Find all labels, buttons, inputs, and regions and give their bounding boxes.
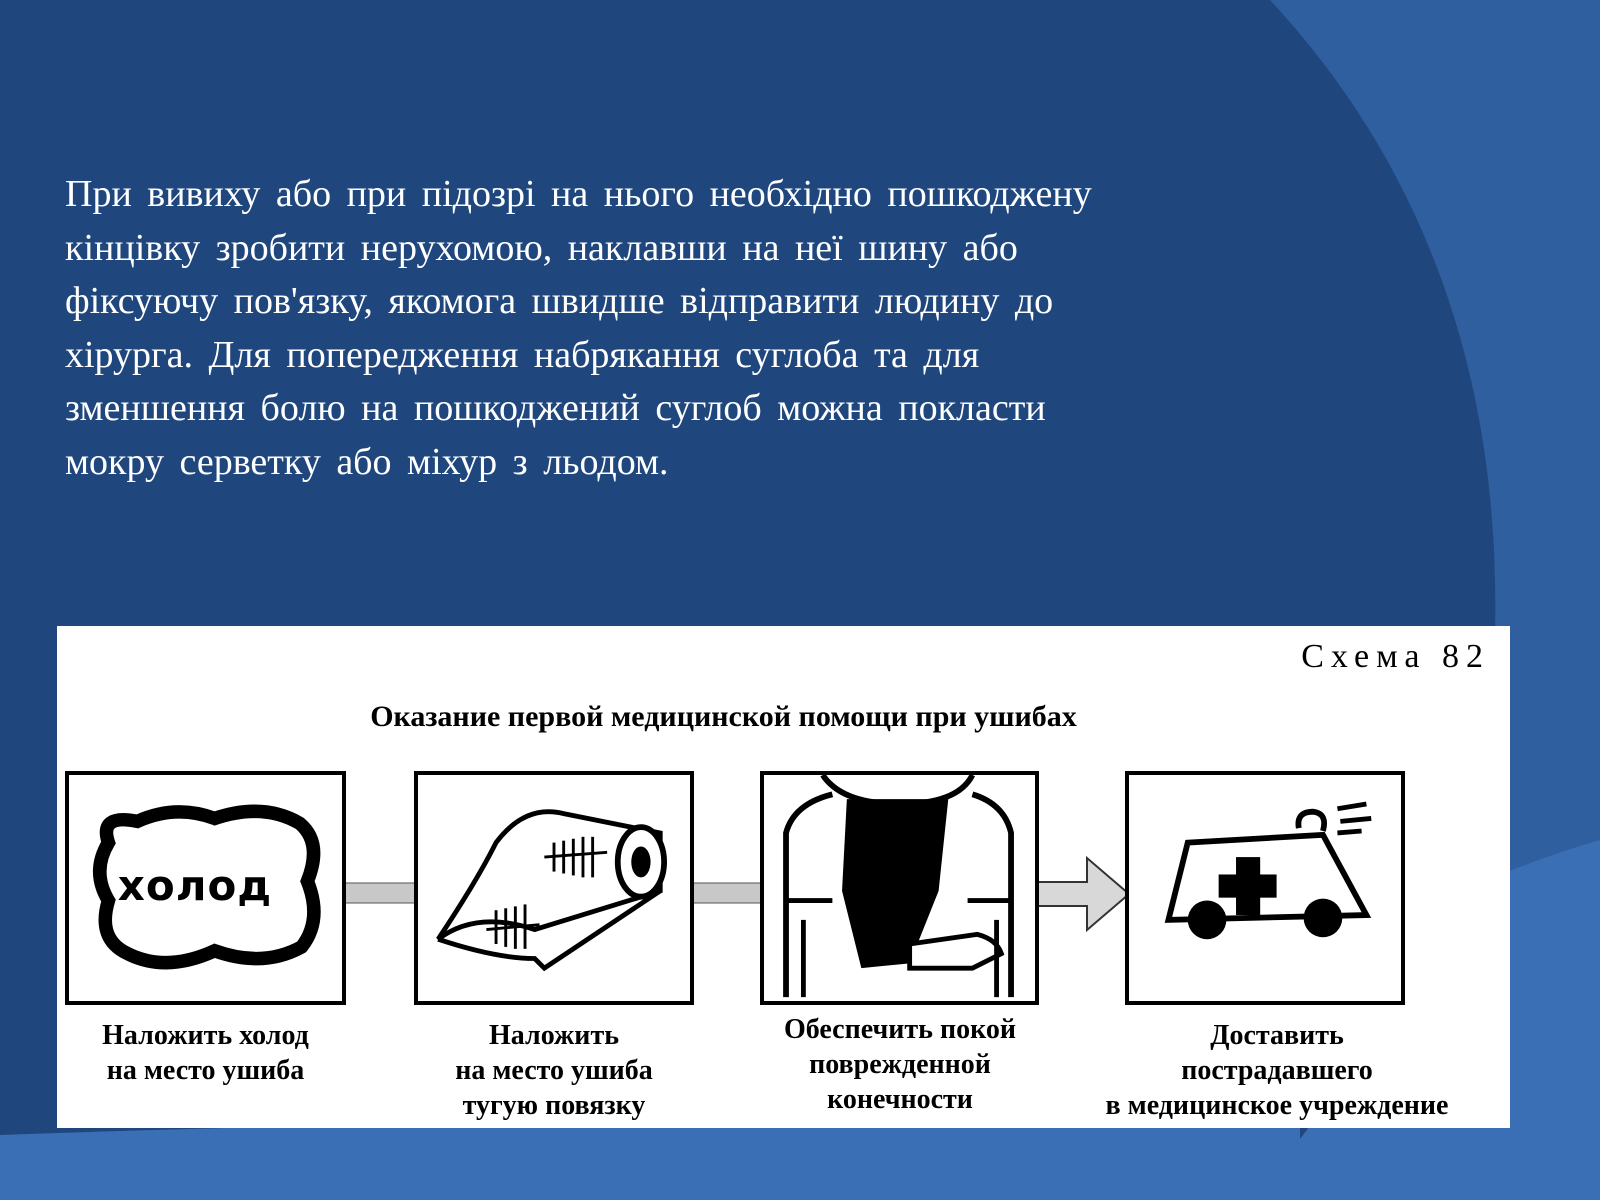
step-caption (740, 1012, 1060, 1117)
caption-line: тугую повязку (462, 1090, 646, 1121)
caption-line: конечности (827, 1084, 973, 1115)
caption-line: Обеспечить покой (784, 1014, 1016, 1045)
paragraph-line: зменшення болю на пошкоджений суглоб можна покласти (65, 387, 1046, 429)
bandage-roll-icon (418, 775, 690, 1001)
arrow-right-icon (692, 873, 762, 913)
ambulance-icon (1129, 775, 1401, 1001)
step-panel-sling (760, 771, 1039, 1005)
scheme-number: Схема 82 (1301, 638, 1490, 675)
caption-line: Наложить (488, 1020, 620, 1051)
paragraph-line: фіксуючу пов'язку, якомога швидше відправити людину до (65, 280, 1054, 322)
arm-sling-icon (764, 775, 1035, 1001)
step-caption (65, 1018, 346, 1088)
cold-label: холод (117, 861, 273, 910)
paragraph-line: кінцівку зробити нерухомою, наклавши на неї шину або (65, 226, 1018, 269)
arrow-right-icon (344, 873, 416, 913)
body-paragraph (65, 168, 1295, 489)
scheme-title: Оказание первой медицинской помощи при ушибах (370, 700, 1077, 733)
caption-line: на место ушиба (106, 1055, 305, 1086)
caption-line: поврежденной (809, 1049, 991, 1080)
caption-line: Наложить холод (102, 1020, 309, 1051)
caption-line: Доставить (1210, 1020, 1344, 1051)
step-panel-ambulance (1125, 771, 1405, 1005)
caption-line: пострадавшего (1181, 1055, 1373, 1086)
step-caption (1057, 1018, 1497, 1123)
paragraph-line: мокру серветку або міхур з льодом. (65, 440, 669, 483)
caption-line: в медицинское учреждение (1105, 1090, 1449, 1121)
step-panel-cold (65, 771, 346, 1005)
paragraph-line: При вивиху або при підозрі на нього необхідно пошкоджену (65, 173, 1092, 215)
caption-line: на место ушиба (455, 1055, 653, 1086)
step-caption (407, 1018, 701, 1123)
paragraph-line: хірурга. Для попередження набрякання суглоба та для (65, 333, 980, 376)
first-aid-scheme-image (57, 626, 1510, 1128)
step-panel-bandage (414, 771, 694, 1005)
arrow-right-icon (1037, 852, 1132, 936)
